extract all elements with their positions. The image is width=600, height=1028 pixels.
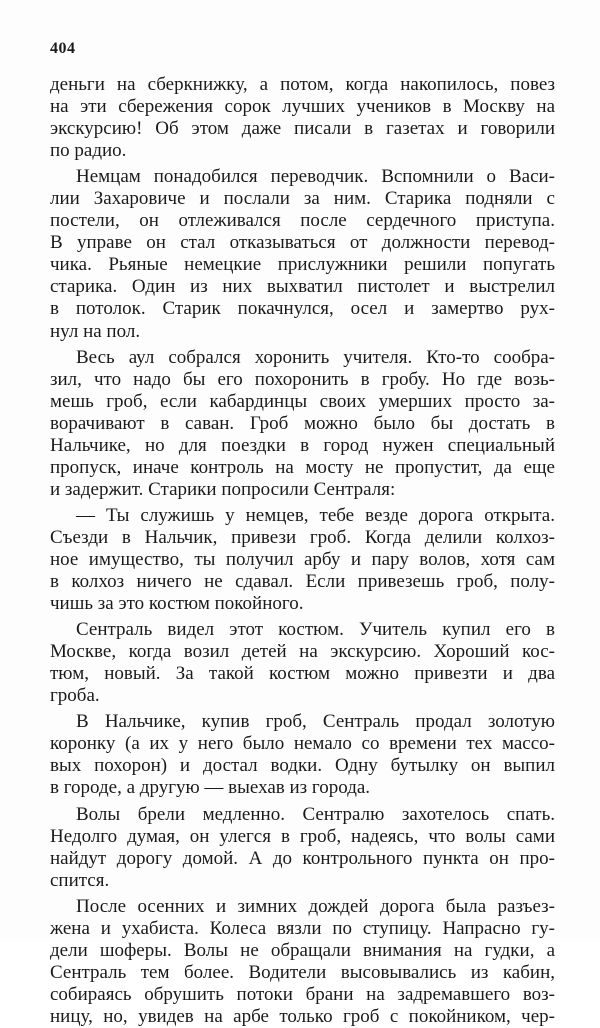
text-line: постели, он отлеживался после сердечного приступа. bbox=[50, 210, 555, 232]
text-line: гроба. bbox=[50, 685, 100, 707]
text-line: ное имущество, ты получил арбу и пару волов, хотя сам bbox=[50, 548, 555, 570]
text-line: В Нальчике, купив гроб, Сентраль продал золотую bbox=[76, 711, 555, 733]
text-line: экскурсию! Об этом даже писали в газетах и говорили bbox=[50, 118, 555, 140]
paragraph bbox=[50, 619, 555, 707]
text-line: дели шоферы. Волы не обращали внимания на гудки, а bbox=[50, 939, 555, 961]
text-line: вых похорон) и достал водки. Одну бутылку он выпил bbox=[50, 755, 555, 777]
text-line: в городе, а другую — выехав из города. bbox=[50, 777, 371, 799]
paragraph bbox=[50, 711, 555, 799]
text-line: лии Захаровиче и послали за ним. Старика подняли с bbox=[50, 188, 555, 210]
text-line: в колхоз ничего не сдавал. Если привезешь гроб, полу- bbox=[50, 571, 555, 593]
text-line: зил, что надо бы его похоронить в гробу. Но где возь- bbox=[50, 368, 555, 390]
text-line: Волы брели медленно. Сентралю захотелось спать. bbox=[76, 803, 555, 825]
text-line: деньги на сберкнижку, а потом, когда накопилось, повез bbox=[50, 74, 555, 95]
text-line: Сентраль видел этот костюм. Учитель купил его в bbox=[76, 619, 555, 641]
text-line: жена и ухабиста. Колеса вязли по ступицу. Напрасно гу- bbox=[50, 917, 555, 939]
text-line: чишь за это костюм покойного. bbox=[50, 593, 304, 615]
text-line: Нальчике, но для поездки в город нужен специальный bbox=[50, 434, 555, 456]
paragraph bbox=[50, 166, 555, 342]
text-line: тюм, новый. За такой костюм можно привезти и два bbox=[50, 663, 555, 685]
text-line: в потолок. Старик покачнулся, осел и замертво рух- bbox=[50, 298, 555, 320]
text-line: Немцам понадобился переводчик. Вспомнили о Васи- bbox=[76, 166, 555, 188]
text-line: ницу, но, увидев на арбе только гроб с покойником, чер- bbox=[50, 1005, 555, 1027]
text-line: и задержит. Старики попросили Сентраля: bbox=[50, 478, 396, 500]
text-line: В управе он стал отказываться от должности перевод- bbox=[50, 232, 555, 254]
text-line: — Ты служишь у немцев, тебе везде дорога открыта. bbox=[76, 504, 555, 526]
paragraph bbox=[50, 74, 555, 162]
text-line: Москве, когда возил детей на экскурсию. Хороший кос- bbox=[50, 641, 555, 663]
paragraph bbox=[50, 804, 555, 892]
paragraph bbox=[50, 347, 555, 501]
text-line: Съезди в Нальчик, привези гроб. Когда делили колхоз- bbox=[50, 526, 555, 548]
text-line: коронку (а их у него было немало со времени тех массо- bbox=[50, 733, 555, 755]
paragraph bbox=[50, 505, 555, 615]
page-number: 404 bbox=[50, 40, 76, 57]
text-line: мешь гроб, если кабардинцы своих умерших просто за- bbox=[50, 390, 555, 412]
paragraph bbox=[50, 896, 555, 1028]
text-line: собираясь обрушить потоки брани на задремавшего воз- bbox=[50, 983, 555, 1005]
text-line: спится. bbox=[50, 869, 110, 891]
text-line: на эти сбережения сорок лучших учеников в Москву на bbox=[50, 96, 555, 118]
text-line: по радио. bbox=[50, 140, 127, 162]
text-line: Весь аул собрался хоронить учителя. Кто-то сообра- bbox=[76, 346, 555, 368]
text-line: нул на пол. bbox=[50, 320, 141, 342]
text-line: После осенних и зимних дождей дорога была разъез- bbox=[76, 895, 555, 917]
text-line: пропуск, иначе контроль на мосту не пропустит, да еще bbox=[50, 456, 555, 478]
text-line: ворачивают в саван. Гроб можно было бы достать в bbox=[50, 412, 555, 434]
text-line: Сентраль тем более. Водители высовывались из кабин, bbox=[50, 961, 555, 983]
text-line: найдут дорогу домой. А до контрольного пункта он про- bbox=[50, 847, 555, 869]
text-line: старика. Один из них выхватил пистолет и выстрелил bbox=[50, 276, 555, 298]
text-line: чика. Рьяные немецкие прислужники решили попугать bbox=[50, 254, 555, 276]
body-text bbox=[50, 74, 555, 1028]
text-line: Недолго думая, он улегся в гроб, надеясь, что волы сами bbox=[50, 825, 555, 847]
